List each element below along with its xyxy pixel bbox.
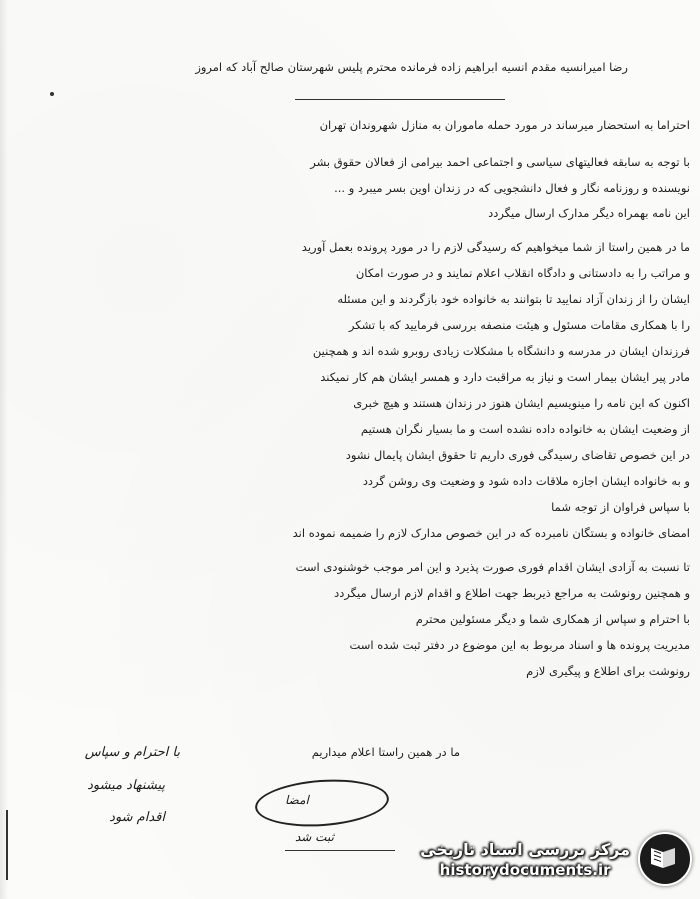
closing-line: ما در همین راستا اعلام میداریم <box>311 745 460 759</box>
page-edge-shadow <box>0 0 8 899</box>
signature: امضا <box>285 793 309 807</box>
archive-logo-icon <box>638 832 692 886</box>
document-line: از وضعیت ایشان به خانواده داده نشده است و ما بسیار نگران هستیم <box>360 422 690 436</box>
left-note: با احترام و سپاس <box>84 745 180 760</box>
document-line: مدیریت پرونده ها و اسناد مربوط به این موضوع در دفتر ثبت شده است <box>349 638 690 652</box>
document-line: رضا امیرانسیه مقدم انسیه ابراهیم زاده فرمانده محترم پلیس شهرستان صالح آباد که امروز <box>195 60 628 74</box>
signature-rule <box>285 850 395 851</box>
document-line: با احترام و سپاس از همکاری شما و دیگر مسئولین محترم <box>415 612 690 626</box>
left-note: اقدام شود <box>109 810 165 825</box>
document-line: را با همکاری مقامات مسئول و هیئت منصفه بررسی فرمایید که با تشکر <box>348 318 690 332</box>
document-line: نویسنده و روزنامه نگار و فعال دانشجویی که در زندان اوین بسر میبرد و ... <box>334 181 690 195</box>
document-line: ما در همین راستا از شما میخواهیم که رسیدگی لازم را در مورد پرونده بعمل آورید <box>301 240 690 254</box>
header-rule <box>295 99 505 100</box>
stamp-note: ثبت شد <box>295 830 334 844</box>
document-line: و مراتب را به دادستانی و دادگاه انقلاب اعلام نمایند و در صورت امکان <box>355 266 690 280</box>
signature-oval <box>254 775 391 830</box>
margin-bracket <box>6 810 14 880</box>
document-line: اکنون که این نامه را مینویسیم ایشان هنوز در زندان هستند و هیچ خبری <box>353 396 690 410</box>
document-line: ایشان را از زندان آزاد نمایید تا بتوانند به خانواده خود بازگردند و این مسئله <box>337 292 690 306</box>
margin-dot <box>50 92 54 96</box>
watermark-url: historydocuments.ir <box>439 860 611 879</box>
document-line: فرزندان ایشان در مدرسه و دانشگاه با مشکلات زیادی روبرو شده اند و همچنین <box>312 344 690 358</box>
document-line: احتراما به استحضار میرساند در مورد حمله ماموران به منازل شهروندان تهران <box>319 118 690 132</box>
document-line: و همچنین رونوشت به مراجع ذیربط جهت اطلاع و اقدام لازم ارسال میگردد <box>334 586 690 600</box>
document-line: امضای خانواده و بستگان نامبرده که در این خصوص مدارک لازم را ضمیمه نموده اند <box>292 526 690 540</box>
document-line: مادر پیر ایشان بیمار است و نیاز به مراقبت دارد و همسر ایشان هم کار نمیکند <box>320 370 690 384</box>
document-line: رونوشت برای اطلاع و پیگیری لازم <box>526 664 690 678</box>
document-line: تا نسبت به آزادی ایشان اقدام فوری صورت پذیرد و این امر موجب خوشنودی است <box>295 560 690 574</box>
document-line: در این خصوص تقاضای رسیدگی فوری داریم تا حقوق ایشان پایمال نشود <box>345 448 690 462</box>
watermark-title: مرکز بررسی اسناد تاریخی <box>420 839 630 859</box>
watermark-text <box>420 840 630 879</box>
document-line: با توجه به سابقه فعالیتهای سیاسی و اجتماعی احمد بیرامی از فعالان حقوق بشر <box>310 155 690 169</box>
document-line: با سپاس فراوان از توجه شما <box>551 500 690 514</box>
watermark <box>402 827 692 891</box>
document-line: و به خانواده ایشان اجازه ملاقات داده شود و وضعیت وی روشن گردد <box>362 474 690 488</box>
left-note: پیشنهاد میشود <box>87 778 165 793</box>
document-line: این نامه بهمراه دیگر مدارک ارسال میگردد <box>488 206 690 220</box>
